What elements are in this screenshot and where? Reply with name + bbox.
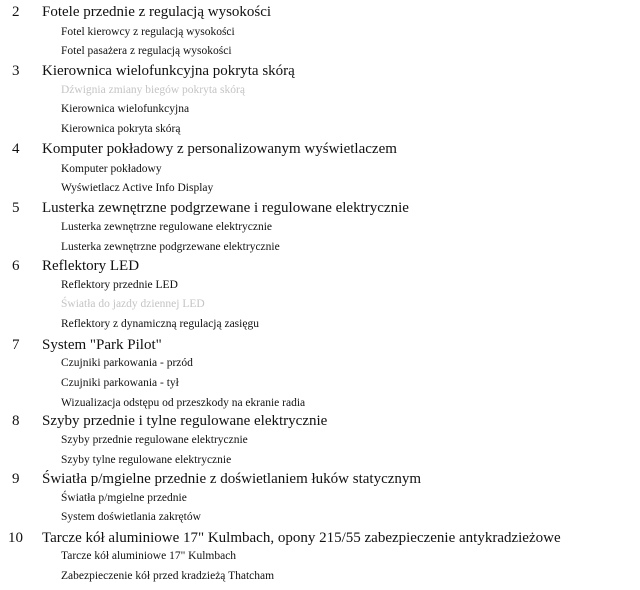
section-number: 9	[12, 471, 20, 487]
section-title: Reflektory LED	[42, 258, 140, 274]
section-title: Tarcze kół aluminiowe 17" Kulmbach, opony 215/55 zabezpieczenie antykradzieżowe	[42, 530, 561, 546]
section-title: Światła p/mgielne przednie z doświetlaniem łuków statycznym	[42, 471, 422, 487]
section-number: 3	[12, 63, 20, 79]
list-item: Tarcze kół aluminiowe 17" Kulmbach	[61, 550, 237, 562]
list-item: Komputer pokładowy	[61, 163, 162, 175]
section-title: Lusterka zewnętrzne podgrzewane i regulowane elektrycznie	[42, 200, 409, 216]
list-item: Czujniki parkowania - tył	[61, 377, 179, 389]
section-number: 10	[8, 530, 23, 546]
list-item: Reflektory z dynamiczną regulacją zasięgu	[61, 318, 259, 330]
list-item: Lusterka zewnętrzne podgrzewane elektrycznie	[61, 241, 280, 253]
section-title: System "Park Pilot"	[42, 337, 162, 353]
list-item: Lusterka zewnętrzne regulowane elektrycznie	[61, 221, 273, 233]
list-item: Światła p/mgielne przednie	[61, 492, 187, 504]
list-item: Kierownica wielofunkcyjna	[61, 103, 190, 115]
section-title: Fotele przednie z regulacją wysokości	[42, 4, 272, 20]
section-number: 5	[12, 200, 20, 216]
list-item: Wizualizacja odstępu od przeszkody na ekranie radia	[61, 397, 306, 409]
list-item: Fotel pasażera z regulacją wysokości	[61, 45, 232, 57]
section-number: 4	[12, 141, 20, 157]
section-number: 8	[12, 413, 20, 429]
section-title: Kierownica wielofunkcyjna pokryta skórą	[42, 63, 295, 79]
list-item: Dźwignia zmiany biegów pokryta skórą	[61, 84, 245, 96]
section-title: Szyby przednie i tylne regulowane elektrycznie	[42, 413, 328, 429]
list-item: Szyby przednie regulowane elektrycznie	[61, 434, 248, 446]
list-item: Kierownica pokryta skórą	[61, 123, 181, 135]
list-item: System doświetlania zakrętów	[61, 511, 201, 523]
section-number: 6	[12, 258, 20, 274]
list-item: Zabezpieczenie kół przed kradzieżą Thatcham	[61, 570, 275, 582]
list-item: Wyświetlacz Active Info Display	[61, 182, 214, 194]
section-title: Komputer pokładowy z personalizowanym wyświetlaczem	[42, 141, 397, 157]
list-item: Czujniki parkowania - przód	[61, 357, 193, 369]
list-item: Światła do jazdy dziennej LED	[61, 298, 205, 310]
section-number: 2	[12, 4, 20, 20]
list-item: Reflektory przednie LED	[61, 279, 178, 291]
list-item: Fotel kierowcy z regulacją wysokości	[61, 26, 235, 38]
list-item: Szyby tylne regulowane elektrycznie	[61, 454, 232, 466]
section-number: 7	[12, 337, 20, 353]
